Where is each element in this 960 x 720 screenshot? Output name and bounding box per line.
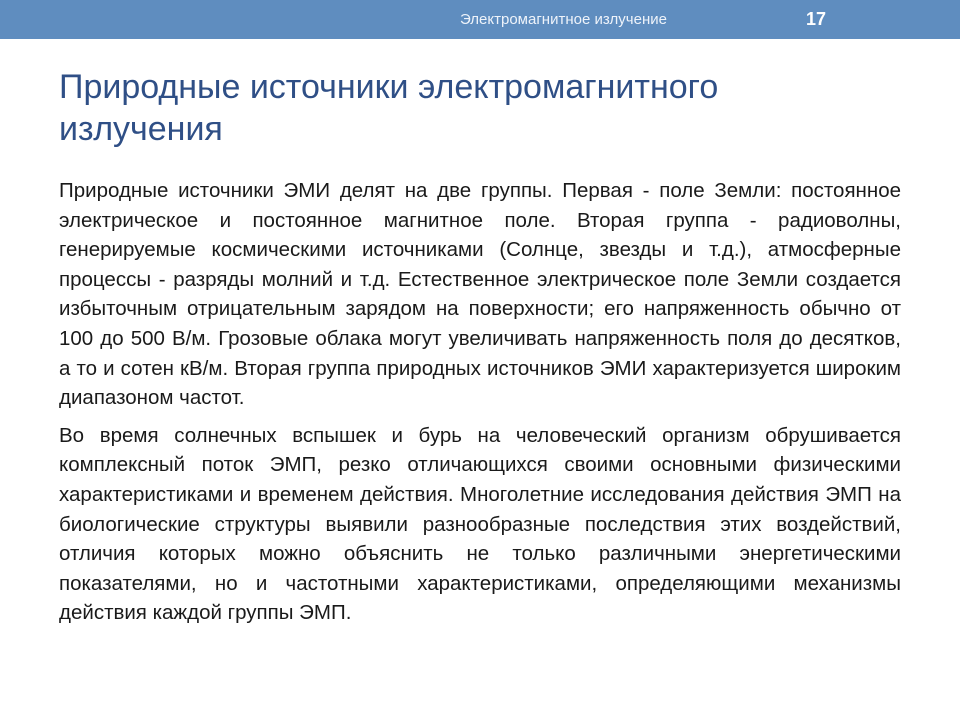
slide-title: Природные источники электромагнитного излучения bbox=[59, 68, 719, 148]
presentation-title: Электромагнитное излучение bbox=[460, 11, 667, 28]
body-paragraph: Природные источники ЭМИ делят на две группы. Первая - поле Земли: постоянное электрическое и постоянное магнитное поле. Вторая группа - радиоволны, генерируемые космическими источниками (Солнце, звезды и т.д.), атмосферные процессы - разряды молний и т.д. Естественное электрическое поле Земли создается избыточным отрицательным зарядом на поверхности; его напряженность обычно от 100 до 500 В/м. Грозовые облака могут увеличивать напряженность поля до десятков, а то и сотен кВ/м. Вторая группа природных источников ЭМИ характеризуется широким диапазоном частот. bbox=[59, 179, 901, 410]
slide-body bbox=[59, 176, 901, 628]
slide-number: 17 bbox=[806, 9, 827, 29]
header-bar bbox=[0, 0, 960, 39]
body-paragraph: Во время солнечных вспышек и бурь на человеческий организм обрушивается комплексный поток ЭМП, резко отличающихся своими основными физическими характеристиками и временем действия. Многолетние исследования действия ЭМП на биологические структуры выявили разнообразные последствия этих воздействий, отличия которых можно объяснить не только различными энергетическими показателями, но и частотными характеристиками, определяющими механизмы действия каждой группы ЭМП. bbox=[59, 423, 901, 625]
